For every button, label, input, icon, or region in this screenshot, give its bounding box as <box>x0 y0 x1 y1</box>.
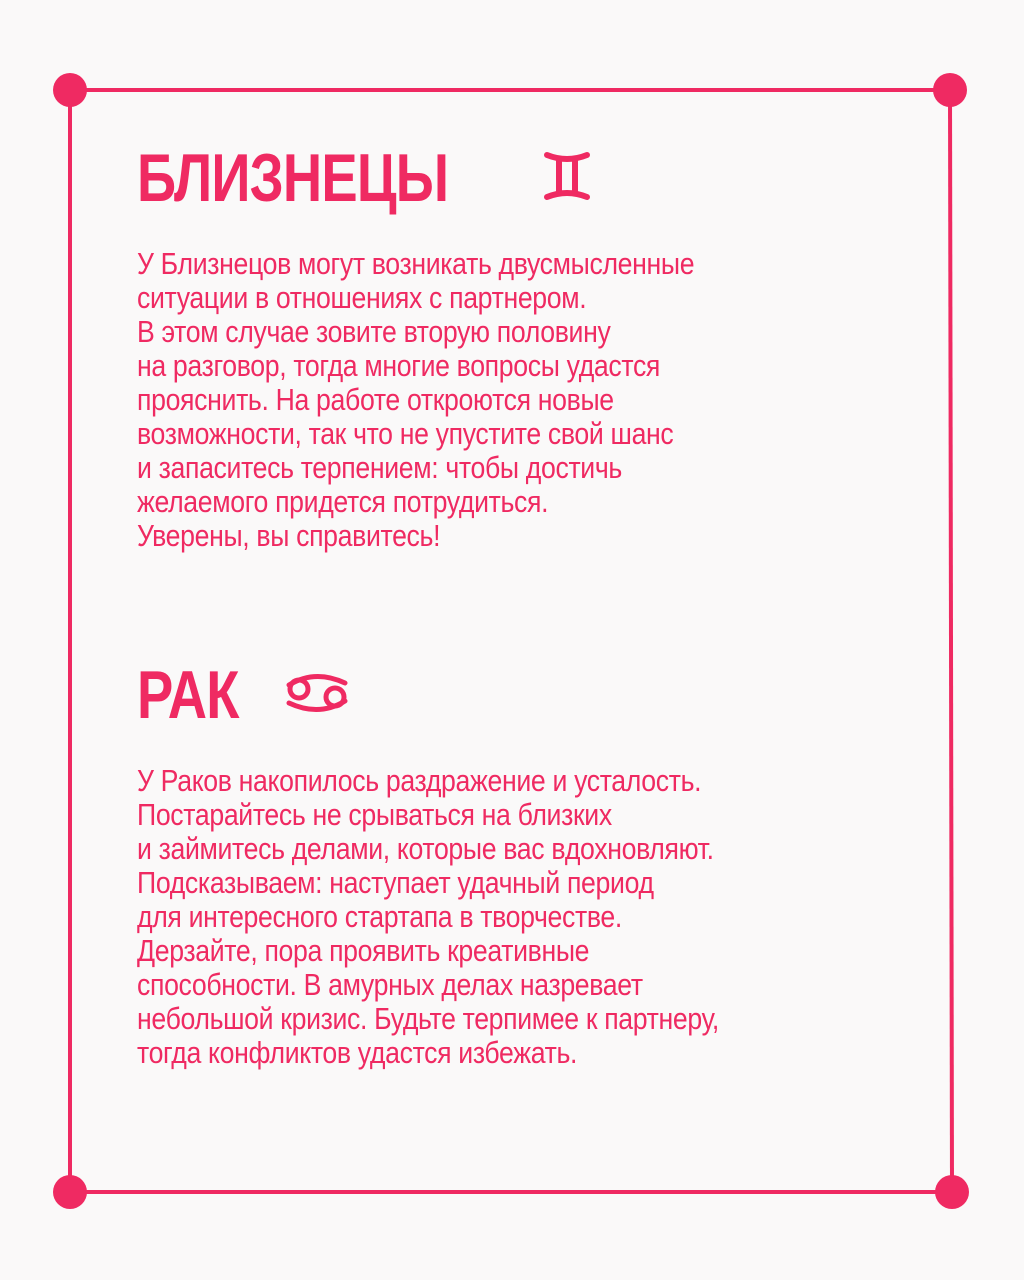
cancer-section <box>137 652 874 1070</box>
text-line: желаемого придется потрудиться. <box>137 484 549 519</box>
cancer-title-row <box>137 652 874 738</box>
text-line: ситуации в отношениях с партнером. <box>137 280 587 315</box>
text-line: Постарайтесь не срываться на близких <box>137 797 612 832</box>
gemini-title-row <box>137 135 874 221</box>
text-line: для интересного стартапа в творчестве. <box>137 899 622 934</box>
text-line: небольшой кризис. Будьте терпимее к партнеру, <box>137 1001 719 1036</box>
corner-dot-top-left <box>53 73 87 107</box>
gemini-title: БЛИЗНЕЦЫ <box>137 140 449 216</box>
text-line: возможности, так что не упустите свой шанс <box>137 416 674 451</box>
text-line: на разговор, тогда многие вопросы удастся <box>137 348 661 383</box>
corner-dot-bottom-left <box>53 1175 87 1209</box>
text-line: У Раков накопилось раздражение и усталость. <box>137 763 702 798</box>
text-line: и займитесь делами, которые вас вдохновляют. <box>137 831 714 866</box>
text-line: и запаситесь терпением: чтобы достичь <box>137 450 622 485</box>
text-line: тогда конфликтов удастся избежать. <box>137 1035 578 1070</box>
text-line: Дерзайте, пора проявить креативные <box>137 933 590 968</box>
corner-dot-bottom-right <box>935 1175 969 1209</box>
corner-dot-top-right <box>933 73 967 107</box>
gemini-section <box>137 135 874 553</box>
text-line: прояснить. На работе откроются новые <box>137 382 614 417</box>
text-line: способности. В амурных делах назревает <box>137 967 643 1002</box>
text-line: Подсказываем: наступает удачный период <box>137 865 654 900</box>
cancer-icon <box>281 671 353 720</box>
cancer-title: РАК <box>137 657 239 733</box>
cancer-description <box>137 764 825 1070</box>
text-line: Уверены, вы справитесь! <box>137 518 441 553</box>
text-line: В этом случае зовите вторую половину <box>137 314 611 349</box>
gemini-description <box>137 247 825 553</box>
text-line: У Близнецов могут возникать двусмысленные <box>137 246 695 281</box>
frame-right-line <box>950 90 952 1192</box>
gemini-icon <box>541 149 593 208</box>
